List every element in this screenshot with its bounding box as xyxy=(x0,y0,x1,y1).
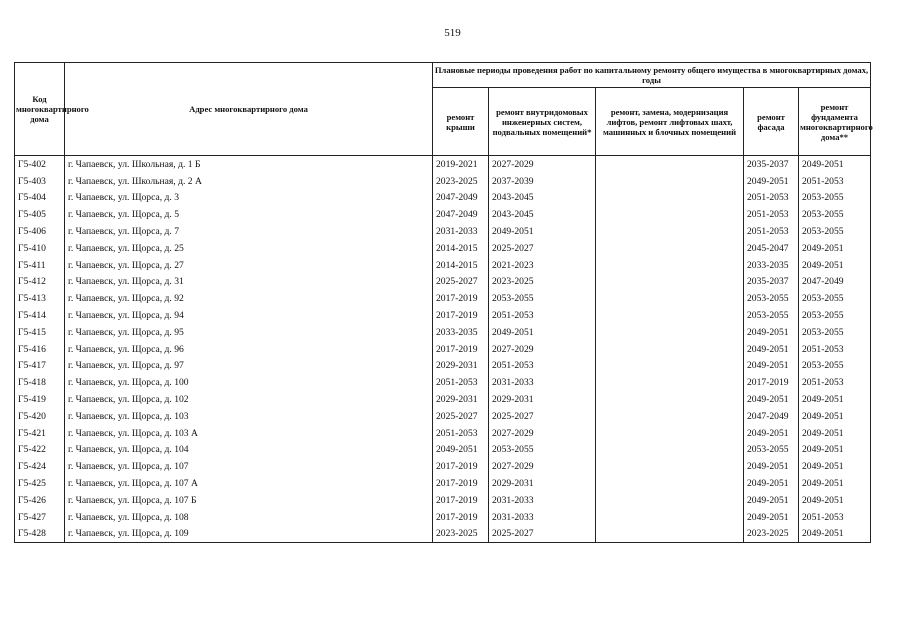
table-row xyxy=(15,173,871,190)
cell-foundation: 2051-2053 xyxy=(799,509,871,526)
cell-facade: 2049-2051 xyxy=(744,475,799,492)
table-row xyxy=(15,307,871,324)
cell-code: Г5-404 xyxy=(15,190,65,207)
cell-roof: 2023-2025 xyxy=(433,173,489,190)
cell-facade: 2035-2037 xyxy=(744,274,799,291)
cell-roof: 2017-2019 xyxy=(433,458,489,475)
header-address: Адрес многоквартирного дома xyxy=(65,63,433,156)
cell-address: г. Чапаевск, ул. Щорса, д. 96 xyxy=(65,341,433,358)
cell-engineering-systems: 2051-2053 xyxy=(489,358,596,375)
cell-lifts xyxy=(596,240,744,257)
cell-roof: 2029-2031 xyxy=(433,391,489,408)
cell-foundation: 2051-2053 xyxy=(799,374,871,391)
table-body xyxy=(15,156,871,543)
cell-engineering-systems: 2023-2025 xyxy=(489,274,596,291)
cell-engineering-systems: 2043-2045 xyxy=(489,190,596,207)
cell-address: г. Чапаевск, ул. Щорса, д. 109 xyxy=(65,526,433,543)
cell-lifts xyxy=(596,425,744,442)
cell-address: г. Чапаевск, ул. Щорса, д. 100 xyxy=(65,374,433,391)
cell-code: Г5-405 xyxy=(15,206,65,223)
cell-address: г. Чапаевск, ул. Щорса, д. 94 xyxy=(65,307,433,324)
table-row xyxy=(15,156,871,173)
table-row xyxy=(15,391,871,408)
cell-lifts xyxy=(596,526,744,543)
cell-address: г. Чапаевск, ул. Щорса, д. 27 xyxy=(65,257,433,274)
cell-lifts xyxy=(596,408,744,425)
cell-facade: 2017-2019 xyxy=(744,374,799,391)
cell-code: Г5-417 xyxy=(15,358,65,375)
cell-facade: 2035-2037 xyxy=(744,156,799,173)
cell-engineering-systems: 2029-2031 xyxy=(489,391,596,408)
header-foundation: ремонт фундамента многоквартирного дома** xyxy=(799,88,871,156)
cell-engineering-systems: 2025-2027 xyxy=(489,526,596,543)
cell-engineering-systems: 2053-2055 xyxy=(489,442,596,459)
cell-facade: 2051-2053 xyxy=(744,190,799,207)
cell-code: Г5-420 xyxy=(15,408,65,425)
cell-address: г. Чапаевск, ул. Щорса, д. 95 xyxy=(65,324,433,341)
cell-address: г. Чапаевск, ул. Щорса, д. 31 xyxy=(65,274,433,291)
cell-lifts xyxy=(596,206,744,223)
cell-code: Г5-428 xyxy=(15,526,65,543)
cell-roof: 2017-2019 xyxy=(433,509,489,526)
cell-address: г. Чапаевск, ул. Щорса, д. 108 xyxy=(65,509,433,526)
cell-foundation: 2051-2053 xyxy=(799,341,871,358)
cell-code: Г5-421 xyxy=(15,425,65,442)
cell-roof: 2033-2035 xyxy=(433,324,489,341)
cell-address: г. Чапаевск, ул. Щорса, д. 25 xyxy=(65,240,433,257)
cell-code: Г5-415 xyxy=(15,324,65,341)
cell-code: Г5-414 xyxy=(15,307,65,324)
cell-engineering-systems: 2049-2051 xyxy=(489,223,596,240)
cell-roof: 2017-2019 xyxy=(433,290,489,307)
cell-foundation: 2049-2051 xyxy=(799,425,871,442)
header-lifts: ремонт, замена, модернизация лифтов, ремонт лифтовых шахт, машинных и блочных помещений xyxy=(596,88,744,156)
cell-code: Г5-406 xyxy=(15,223,65,240)
page-number: 519 xyxy=(444,27,461,39)
cell-facade: 2049-2051 xyxy=(744,492,799,509)
cell-lifts xyxy=(596,458,744,475)
table-row xyxy=(15,374,871,391)
cell-lifts xyxy=(596,509,744,526)
cell-facade: 2049-2051 xyxy=(744,341,799,358)
table-row xyxy=(15,458,871,475)
cell-code: Г5-419 xyxy=(15,391,65,408)
table-row xyxy=(15,190,871,207)
cell-foundation: 2051-2053 xyxy=(799,173,871,190)
cell-roof: 2014-2015 xyxy=(433,257,489,274)
cell-code: Г5-411 xyxy=(15,257,65,274)
cell-lifts xyxy=(596,391,744,408)
cell-foundation: 2049-2051 xyxy=(799,492,871,509)
cell-engineering-systems: 2031-2033 xyxy=(489,374,596,391)
table-row xyxy=(15,290,871,307)
cell-lifts xyxy=(596,374,744,391)
cell-foundation: 2053-2055 xyxy=(799,324,871,341)
cell-engineering-systems: 2031-2033 xyxy=(489,509,596,526)
cell-facade: 2053-2055 xyxy=(744,307,799,324)
cell-code: Г5-412 xyxy=(15,274,65,291)
cell-facade: 2049-2051 xyxy=(744,425,799,442)
header-code: Код многоквартирного дома xyxy=(15,63,65,156)
cell-foundation: 2049-2051 xyxy=(799,475,871,492)
table-row xyxy=(15,257,871,274)
cell-lifts xyxy=(596,341,744,358)
cell-engineering-systems: 2043-2045 xyxy=(489,206,596,223)
table-row xyxy=(15,425,871,442)
cell-facade: 2053-2055 xyxy=(744,442,799,459)
cell-foundation: 2053-2055 xyxy=(799,358,871,375)
capital-repair-schedule-table xyxy=(14,62,871,543)
cell-facade: 2051-2053 xyxy=(744,206,799,223)
cell-engineering-systems: 2027-2029 xyxy=(489,156,596,173)
cell-engineering-systems: 2029-2031 xyxy=(489,475,596,492)
cell-address: г. Чапаевск, ул. Щорса, д. 92 xyxy=(65,290,433,307)
cell-roof: 2025-2027 xyxy=(433,274,489,291)
table-row xyxy=(15,509,871,526)
cell-facade: 2023-2025 xyxy=(744,526,799,543)
cell-facade: 2053-2055 xyxy=(744,290,799,307)
cell-roof: 2017-2019 xyxy=(433,341,489,358)
cell-roof: 2049-2051 xyxy=(433,442,489,459)
cell-code: Г5-424 xyxy=(15,458,65,475)
cell-address: г. Чапаевск, ул. Щорса, д. 104 xyxy=(65,442,433,459)
cell-foundation: 2049-2051 xyxy=(799,458,871,475)
cell-engineering-systems: 2021-2023 xyxy=(489,257,596,274)
cell-facade: 2049-2051 xyxy=(744,173,799,190)
header-roof: ремонт крыши xyxy=(433,88,489,156)
table-row xyxy=(15,341,871,358)
cell-roof: 2017-2019 xyxy=(433,492,489,509)
cell-address: г. Чапаевск, ул. Щорса, д. 107 Б xyxy=(65,492,433,509)
cell-facade: 2049-2051 xyxy=(744,458,799,475)
cell-foundation: 2049-2051 xyxy=(799,156,871,173)
cell-engineering-systems: 2037-2039 xyxy=(489,173,596,190)
cell-roof: 2017-2019 xyxy=(433,475,489,492)
table-row xyxy=(15,358,871,375)
cell-lifts xyxy=(596,324,744,341)
table-row xyxy=(15,240,871,257)
cell-address: г. Чапаевск, ул. Школьная, д. 2 А xyxy=(65,173,433,190)
cell-foundation: 2053-2055 xyxy=(799,223,871,240)
cell-address: г. Чапаевск, ул. Щорса, д. 103 xyxy=(65,408,433,425)
table-row xyxy=(15,206,871,223)
cell-engineering-systems: 2051-2053 xyxy=(489,307,596,324)
table-row xyxy=(15,408,871,425)
cell-foundation: 2049-2051 xyxy=(799,408,871,425)
cell-engineering-systems: 2025-2027 xyxy=(489,408,596,425)
cell-lifts xyxy=(596,274,744,291)
cell-roof: 2051-2053 xyxy=(433,374,489,391)
cell-roof: 2031-2033 xyxy=(433,223,489,240)
table-row xyxy=(15,442,871,459)
cell-roof: 2017-2019 xyxy=(433,307,489,324)
cell-code: Г5-426 xyxy=(15,492,65,509)
cell-foundation: 2047-2049 xyxy=(799,274,871,291)
cell-facade: 2045-2047 xyxy=(744,240,799,257)
cell-lifts xyxy=(596,492,744,509)
cell-facade: 2049-2051 xyxy=(744,358,799,375)
cell-address: г. Чапаевск, ул. Щорса, д. 5 xyxy=(65,206,433,223)
table-row xyxy=(15,324,871,341)
cell-lifts xyxy=(596,290,744,307)
cell-roof: 2047-2049 xyxy=(433,206,489,223)
cell-address: г. Чапаевск, ул. Щорса, д. 102 xyxy=(65,391,433,408)
cell-lifts xyxy=(596,223,744,240)
cell-facade: 2049-2051 xyxy=(744,324,799,341)
cell-engineering-systems: 2027-2029 xyxy=(489,341,596,358)
cell-roof: 2023-2025 xyxy=(433,526,489,543)
cell-roof: 2014-2015 xyxy=(433,240,489,257)
cell-foundation: 2053-2055 xyxy=(799,206,871,223)
cell-code: Г5-413 xyxy=(15,290,65,307)
table-header-row xyxy=(15,63,871,88)
cell-lifts xyxy=(596,190,744,207)
cell-address: г. Чапаевск, ул. Щорса, д. 97 xyxy=(65,358,433,375)
cell-foundation: 2053-2055 xyxy=(799,307,871,324)
cell-code: Г5-416 xyxy=(15,341,65,358)
cell-engineering-systems: 2027-2029 xyxy=(489,458,596,475)
cell-lifts xyxy=(596,307,744,324)
cell-code: Г5-403 xyxy=(15,173,65,190)
cell-address: г. Чапаевск, ул. Щорса, д. 7 xyxy=(65,223,433,240)
cell-facade: 2049-2051 xyxy=(744,391,799,408)
cell-roof: 2019-2021 xyxy=(433,156,489,173)
cell-address: г. Чапаевск, ул. Щорса, д. 107 xyxy=(65,458,433,475)
cell-lifts xyxy=(596,257,744,274)
cell-engineering-systems: 2025-2027 xyxy=(489,240,596,257)
cell-foundation: 2049-2051 xyxy=(799,526,871,543)
cell-foundation: 2049-2051 xyxy=(799,240,871,257)
cell-lifts xyxy=(596,475,744,492)
cell-facade: 2047-2049 xyxy=(744,408,799,425)
cell-address: г. Чапаевск, ул. Щорса, д. 103 А xyxy=(65,425,433,442)
table-row xyxy=(15,274,871,291)
cell-engineering-systems: 2053-2055 xyxy=(489,290,596,307)
cell-foundation: 2053-2055 xyxy=(799,190,871,207)
cell-roof: 2025-2027 xyxy=(433,408,489,425)
cell-lifts xyxy=(596,173,744,190)
cell-engineering-systems: 2049-2051 xyxy=(489,324,596,341)
cell-lifts xyxy=(596,358,744,375)
cell-code: Г5-410 xyxy=(15,240,65,257)
table-row xyxy=(15,475,871,492)
cell-roof: 2029-2031 xyxy=(433,358,489,375)
cell-code: Г5-422 xyxy=(15,442,65,459)
table-row xyxy=(15,492,871,509)
header-facade: ремонт фасада xyxy=(744,88,799,156)
cell-lifts xyxy=(596,442,744,459)
cell-foundation: 2053-2055 xyxy=(799,290,871,307)
cell-code: Г5-425 xyxy=(15,475,65,492)
table-row xyxy=(15,223,871,240)
cell-facade: 2049-2051 xyxy=(744,509,799,526)
header-engineering-systems: ремонт внутридомовых инженерных систем, подвальных помещений* xyxy=(489,88,596,156)
cell-address: г. Чапаевск, ул. Щорса, д. 107 А xyxy=(65,475,433,492)
cell-code: Г5-402 xyxy=(15,156,65,173)
cell-facade: 2033-2035 xyxy=(744,257,799,274)
cell-roof: 2047-2049 xyxy=(433,190,489,207)
cell-lifts xyxy=(596,156,744,173)
cell-roof: 2051-2053 xyxy=(433,425,489,442)
cell-code: Г5-418 xyxy=(15,374,65,391)
cell-foundation: 2049-2051 xyxy=(799,442,871,459)
cell-foundation: 2049-2051 xyxy=(799,257,871,274)
table-row xyxy=(15,526,871,543)
cell-facade: 2051-2053 xyxy=(744,223,799,240)
cell-address: г. Чапаевск, ул. Щорса, д. 3 xyxy=(65,190,433,207)
cell-foundation: 2049-2051 xyxy=(799,391,871,408)
cell-engineering-systems: 2031-2033 xyxy=(489,492,596,509)
cell-engineering-systems: 2027-2029 xyxy=(489,425,596,442)
header-planned-periods: Плановые периоды проведения работ по капитальному ремонту общего имущества в многоквартирных домах, годы xyxy=(433,63,871,88)
cell-address: г. Чапаевск, ул. Школьная, д. 1 Б xyxy=(65,156,433,173)
cell-code: Г5-427 xyxy=(15,509,65,526)
